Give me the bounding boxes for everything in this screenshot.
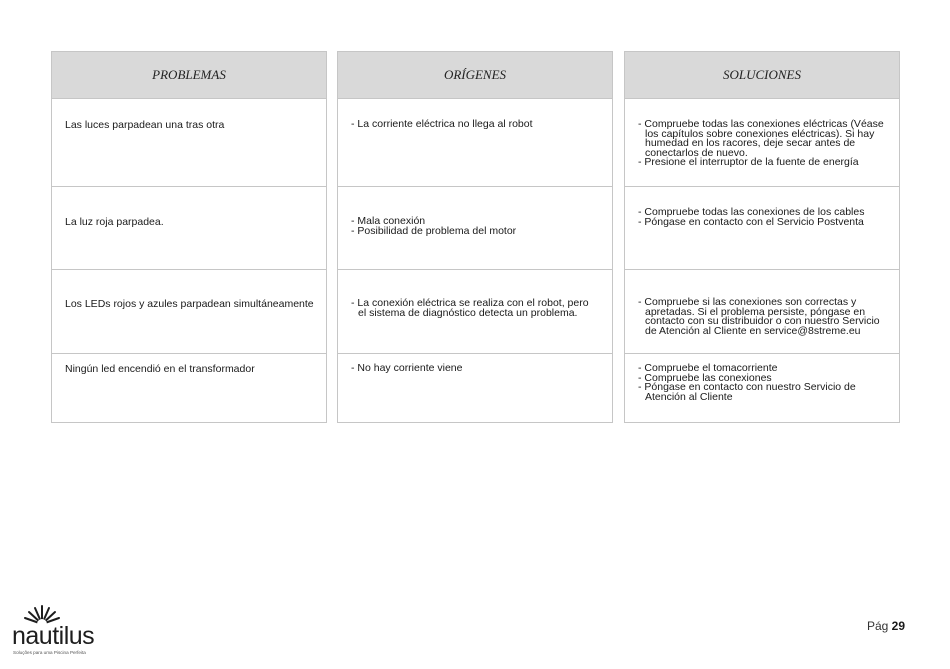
solution-line: humedad en los racores, deje secar antes de bbox=[645, 137, 856, 149]
origins-column bbox=[337, 51, 613, 423]
solution-line: - Presione el interruptor de la fuente de energía bbox=[638, 156, 859, 168]
problem-text: Ningún led encendió en el transformador bbox=[65, 363, 255, 375]
solution-line: contacto con su distribuidor o con nuestro Servicio bbox=[645, 315, 880, 327]
solution-line: - Compruebe las conexiones bbox=[638, 371, 772, 384]
origin-line: - No hay corriente viene bbox=[351, 362, 463, 374]
origin-cell bbox=[337, 269, 613, 354]
page-number bbox=[867, 619, 905, 633]
problem-cell bbox=[51, 186, 327, 270]
problem-cell bbox=[51, 269, 327, 354]
solution-line: - Compruebe si las conexiones son correctas y bbox=[638, 296, 857, 308]
origins-header: ORÍGENES bbox=[337, 51, 613, 98]
origin-line: el sistema de diagnóstico detecta un problema. bbox=[358, 306, 578, 319]
origin-cell bbox=[337, 353, 613, 423]
solution-cell bbox=[624, 186, 900, 270]
problems-column bbox=[51, 51, 327, 423]
origin-line: - La conexión eléctrica se realiza con el robot, pero bbox=[351, 297, 589, 309]
nautilus-logo bbox=[12, 602, 94, 658]
problem-text: La luz roja parpadea. bbox=[65, 216, 164, 228]
solution-cell bbox=[624, 353, 900, 423]
solution-line: - Póngase en contacto con el Servicio Postventa bbox=[638, 215, 864, 228]
problems-header: PROBLEMAS bbox=[51, 51, 327, 98]
solution-line: de Atención al Cliente en service@8streme.eu bbox=[645, 324, 861, 337]
solution-line: los capítulos sobre conexiones eléctricas). Si hay bbox=[645, 127, 875, 140]
solution-line: conectarlos de nuevo. bbox=[645, 146, 748, 159]
problem-text: Los LEDs rojos y azules parpadean simultáneamente bbox=[65, 298, 314, 310]
page-number-value: 29 bbox=[891, 619, 905, 633]
problem-cell bbox=[51, 353, 327, 423]
solution-cell bbox=[624, 98, 900, 187]
origin-cell bbox=[337, 98, 613, 187]
solution-line: - Compruebe todas las conexiones eléctricas (Véase bbox=[638, 118, 884, 130]
problem-cell bbox=[51, 98, 327, 187]
solution-line: apretadas. Si el problema persiste, póngase en bbox=[645, 305, 866, 318]
solution-cell bbox=[624, 269, 900, 354]
origin-line: - Mala conexión bbox=[351, 215, 426, 227]
origin-line: - Posibilidad de problema del motor bbox=[351, 224, 517, 237]
solution-line: - Compruebe el tomacorriente bbox=[638, 362, 778, 374]
solution-line: Atención al Cliente bbox=[645, 390, 733, 403]
solution-line: - Póngase en contacto con nuestro Servicio de bbox=[638, 381, 856, 393]
page-label: Pág bbox=[866, 619, 889, 633]
solution-line: - Compruebe todas las conexiones de los cables bbox=[638, 206, 865, 218]
origin-line: - La corriente eléctrica no llega al robot bbox=[351, 118, 533, 130]
solutions-header: SOLUCIONES bbox=[624, 51, 900, 98]
origin-cell bbox=[337, 186, 613, 270]
problem-text: Las luces parpadean una tras otra bbox=[65, 119, 225, 131]
brand-name: nautilus bbox=[12, 622, 95, 650]
brand-tagline: Soluções para uma Piscina Perfeita bbox=[13, 650, 86, 655]
solutions-column bbox=[624, 51, 900, 423]
